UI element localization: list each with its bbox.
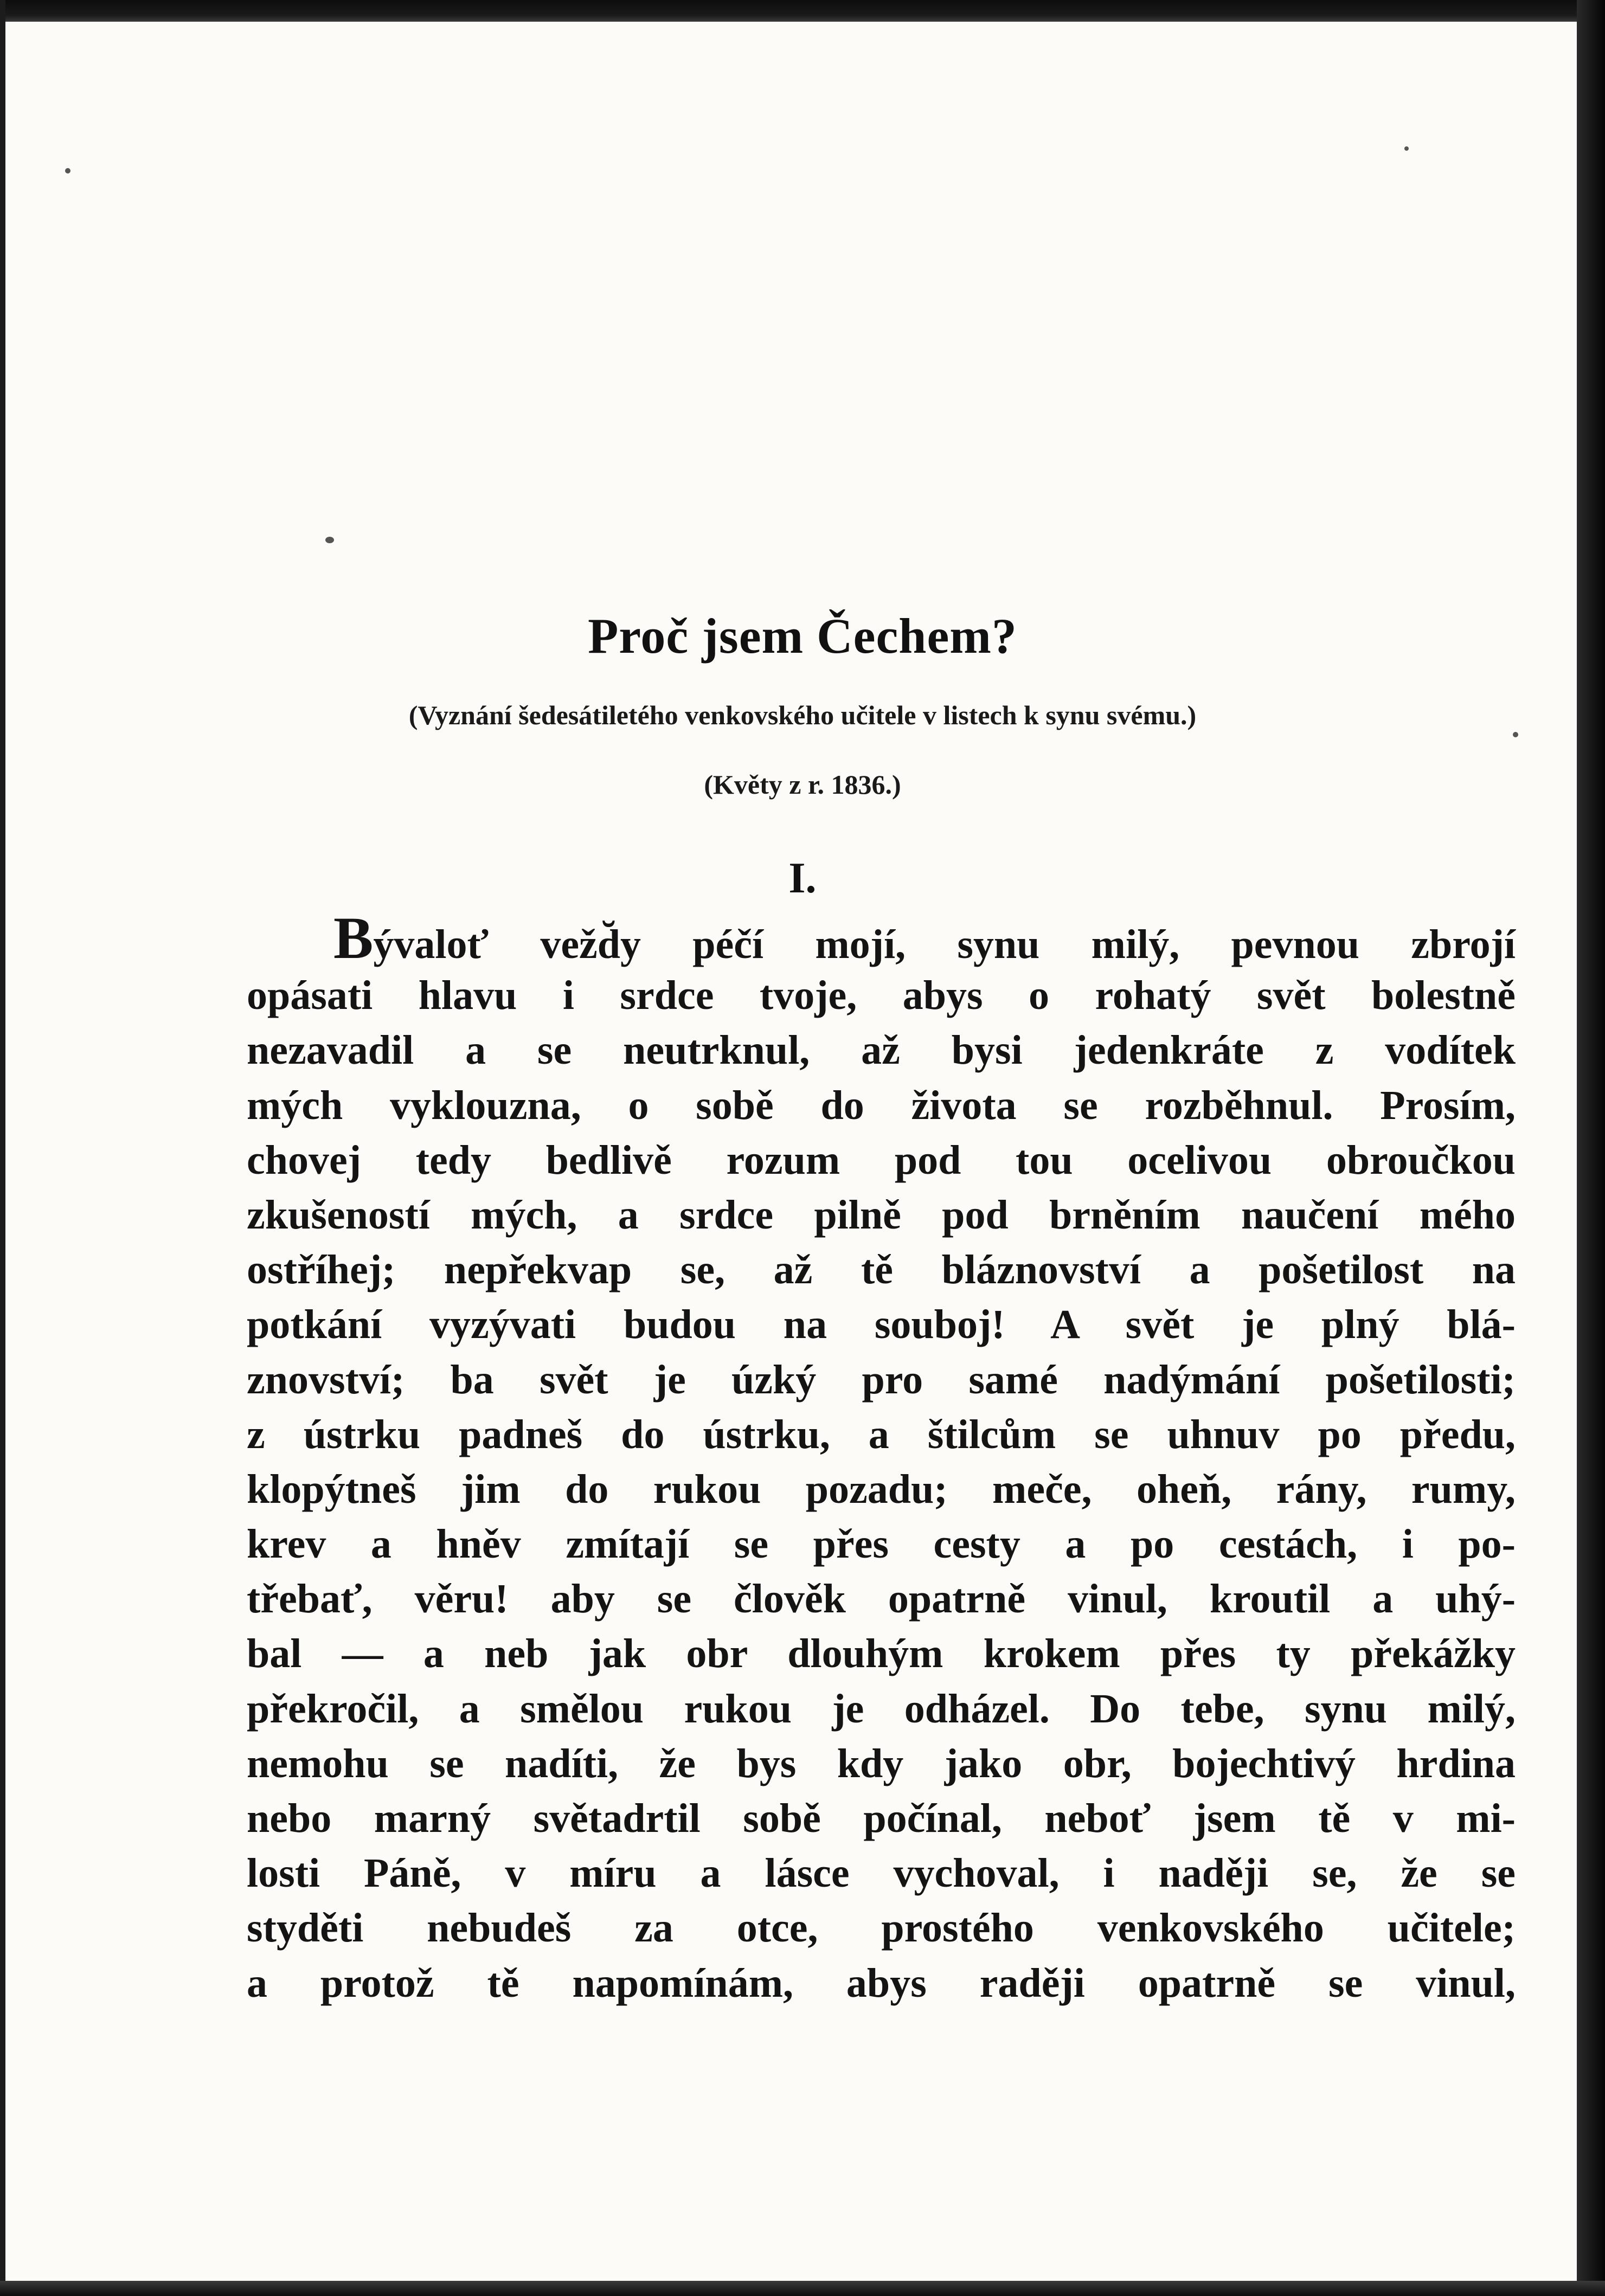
body-line: mých vyklouzna, o sobě do života se rozběhnul. Prosím, <box>247 1082 1516 1128</box>
article-title: Proč jsem Čechem? <box>588 608 1017 664</box>
article-source: (Květy z r. 1836.) <box>704 769 901 800</box>
scan-speck <box>1404 146 1409 151</box>
body-line: krev a hněv zmítají se přes cesty a po cestách, i po- <box>247 1521 1516 1567</box>
body-line: bal — a neb jak obr dlouhým krokem přes ty překážky <box>247 1631 1516 1677</box>
article-subtitle: (Vyznání šedesátiletého venkovského učitele v listech k synu svému.) <box>408 700 1197 730</box>
scan-speck <box>65 168 70 173</box>
body-line: opásati hlavu i srdce tvoje, abys o rohatý svět bolestně <box>247 973 1516 1019</box>
body-line: z ústrku padneš do ústrku, a štilcům se uhnuv po předu, <box>247 1411 1516 1457</box>
body-line: nezavadil a se neutrknul, až bysi jedenkráte z vodítek <box>247 1027 1516 1073</box>
body-line: a protož tě napomínám, abys raději opatrně se vinul, <box>247 1960 1516 2006</box>
drop-cap: B <box>333 905 374 971</box>
body-line: losti Páně, v míru a lásce vychoval, i naději se, že se <box>247 1850 1516 1896</box>
body-text <box>247 905 1516 2011</box>
scan-edge-left <box>0 0 5 2296</box>
body-line: nemohu se nadíti, že bys kdy jako obr, bojechtivý hrdina <box>247 1740 1516 1786</box>
body-line: styděti nebudeš za otce, prostého venkovského učitele; <box>247 1905 1516 1951</box>
body-line: chovej tedy bedlivě rozum pod tou ocelivou obroučkou <box>247 1137 1516 1183</box>
body-line: potkání vyzývati budou na souboj! A svět je plný blá- <box>247 1302 1516 1348</box>
scan-edge-bottom <box>0 2281 1605 2296</box>
body-line: překročil, a smělou rukou je odházel. Do tebe, synu milý, <box>247 1686 1516 1732</box>
scan-edge-right <box>1577 0 1605 2296</box>
body-line: Bývaloť vežd̆y péčí mojí, synu milý, pevnou zbrojí <box>333 905 1516 971</box>
scan-speck <box>325 537 334 543</box>
body-line: znovství; ba svět je úzký pro samé nadýmání pošetilosti; <box>247 1356 1516 1403</box>
scan-edge-top <box>0 0 1605 22</box>
body-line: třebať, věru! aby se člověk opatrně vinul, kroutil a uhý- <box>247 1576 1516 1622</box>
body-line: klopýtneš jim do rukou pozadu; meče, oheň, rány, rumy, <box>247 1466 1516 1512</box>
scan-speck <box>1513 732 1518 737</box>
body-line: zkušeností mých, a srdce pilně pod brněním naučení mého <box>247 1192 1516 1238</box>
body-line: ostříhej; nepřekvap se, až tě bláznovství a pošetilost na <box>247 1247 1516 1293</box>
section-number: I. <box>788 854 817 902</box>
body-line: nebo marný světadrtil sobě počínal, neboť jsem tě v mi- <box>247 1796 1516 1841</box>
